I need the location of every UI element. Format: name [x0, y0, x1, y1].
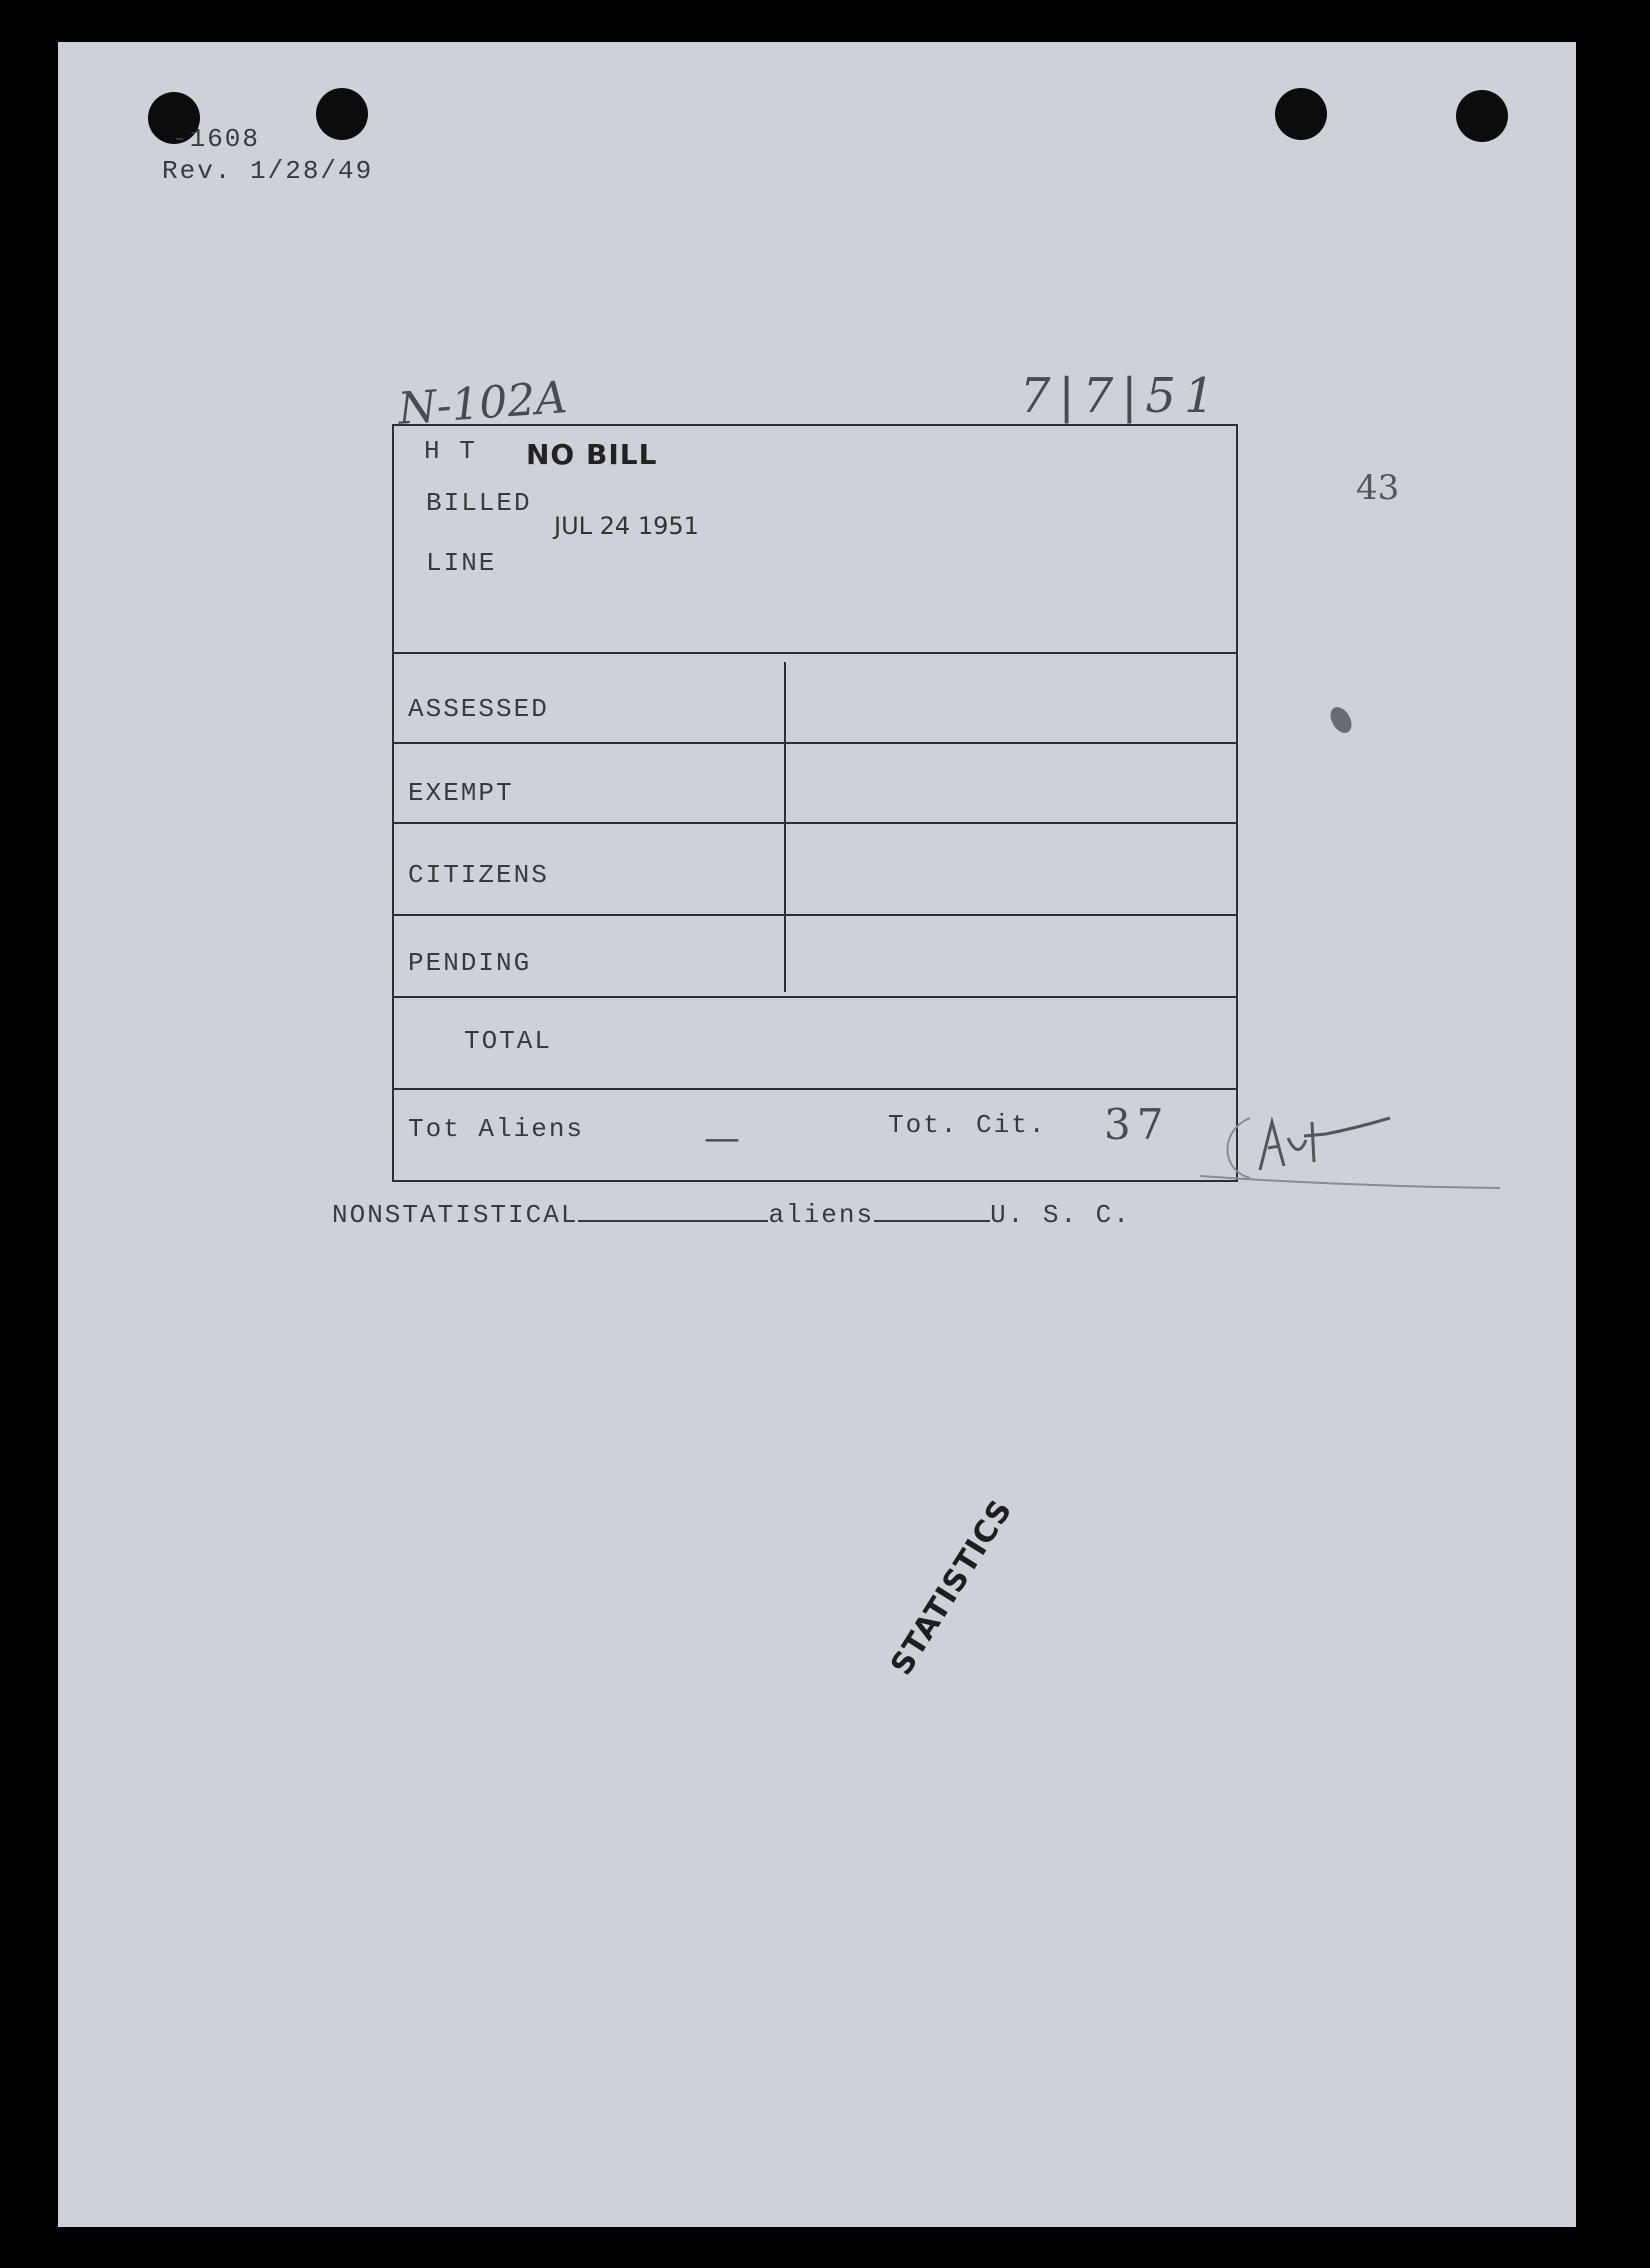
- row-label-citizens: CITIZENS: [408, 860, 549, 890]
- punch-hole-right-1: [1275, 88, 1327, 140]
- punch-hole-right-2: [1456, 90, 1508, 142]
- aliens-label: aliens: [768, 1200, 875, 1230]
- punch-hole-left-2: [316, 88, 368, 140]
- divider: [394, 742, 1236, 744]
- page-number: 43: [1356, 468, 1400, 508]
- handwritten-date: 7|7|51: [1020, 368, 1223, 424]
- tot-cit-label: Tot. Cit.: [888, 1110, 1047, 1140]
- billed-label: BILLED: [426, 488, 532, 518]
- divider: [394, 996, 1236, 998]
- nonstatistical-label: NONSTATISTICAL: [332, 1200, 579, 1230]
- line-label: LINE: [426, 548, 497, 578]
- tot-aliens-value: —: [704, 1118, 740, 1159]
- row-label-pending: PENDING: [408, 948, 532, 978]
- tot-cit-value: 37: [1104, 1100, 1170, 1149]
- divider: [394, 652, 1236, 654]
- divider: [394, 822, 1236, 824]
- form-number: -1608: [172, 124, 261, 154]
- handwritten-form-code: N-102A: [396, 372, 569, 435]
- form-revision: Rev. 1/28/49: [162, 156, 374, 186]
- aliens-blank: [874, 1198, 990, 1222]
- divider: [394, 1088, 1236, 1090]
- statistics-form: [392, 424, 1238, 1182]
- nonstatistical-blank: [578, 1198, 768, 1222]
- tot-aliens-label: Tot Aliens: [408, 1114, 585, 1144]
- row-label-exempt: EXEMPT: [408, 778, 514, 808]
- statistics-stamp: STATISTICS: [884, 1493, 1020, 1682]
- total-label: TOTAL: [464, 1026, 553, 1056]
- ht-label: H T: [424, 436, 477, 466]
- row-label-assessed: ASSESSED: [408, 694, 549, 724]
- usc-label: U. S. C.: [990, 1200, 1131, 1230]
- column-divider: [784, 662, 786, 992]
- initials-mark: [1180, 1100, 1510, 1200]
- billed-date-stamp: JUL 24 1951: [554, 512, 699, 540]
- no-bill-stamp: NO BILL: [526, 438, 658, 471]
- divider: [394, 914, 1236, 916]
- nonstatistical-line: [332, 1198, 1131, 1230]
